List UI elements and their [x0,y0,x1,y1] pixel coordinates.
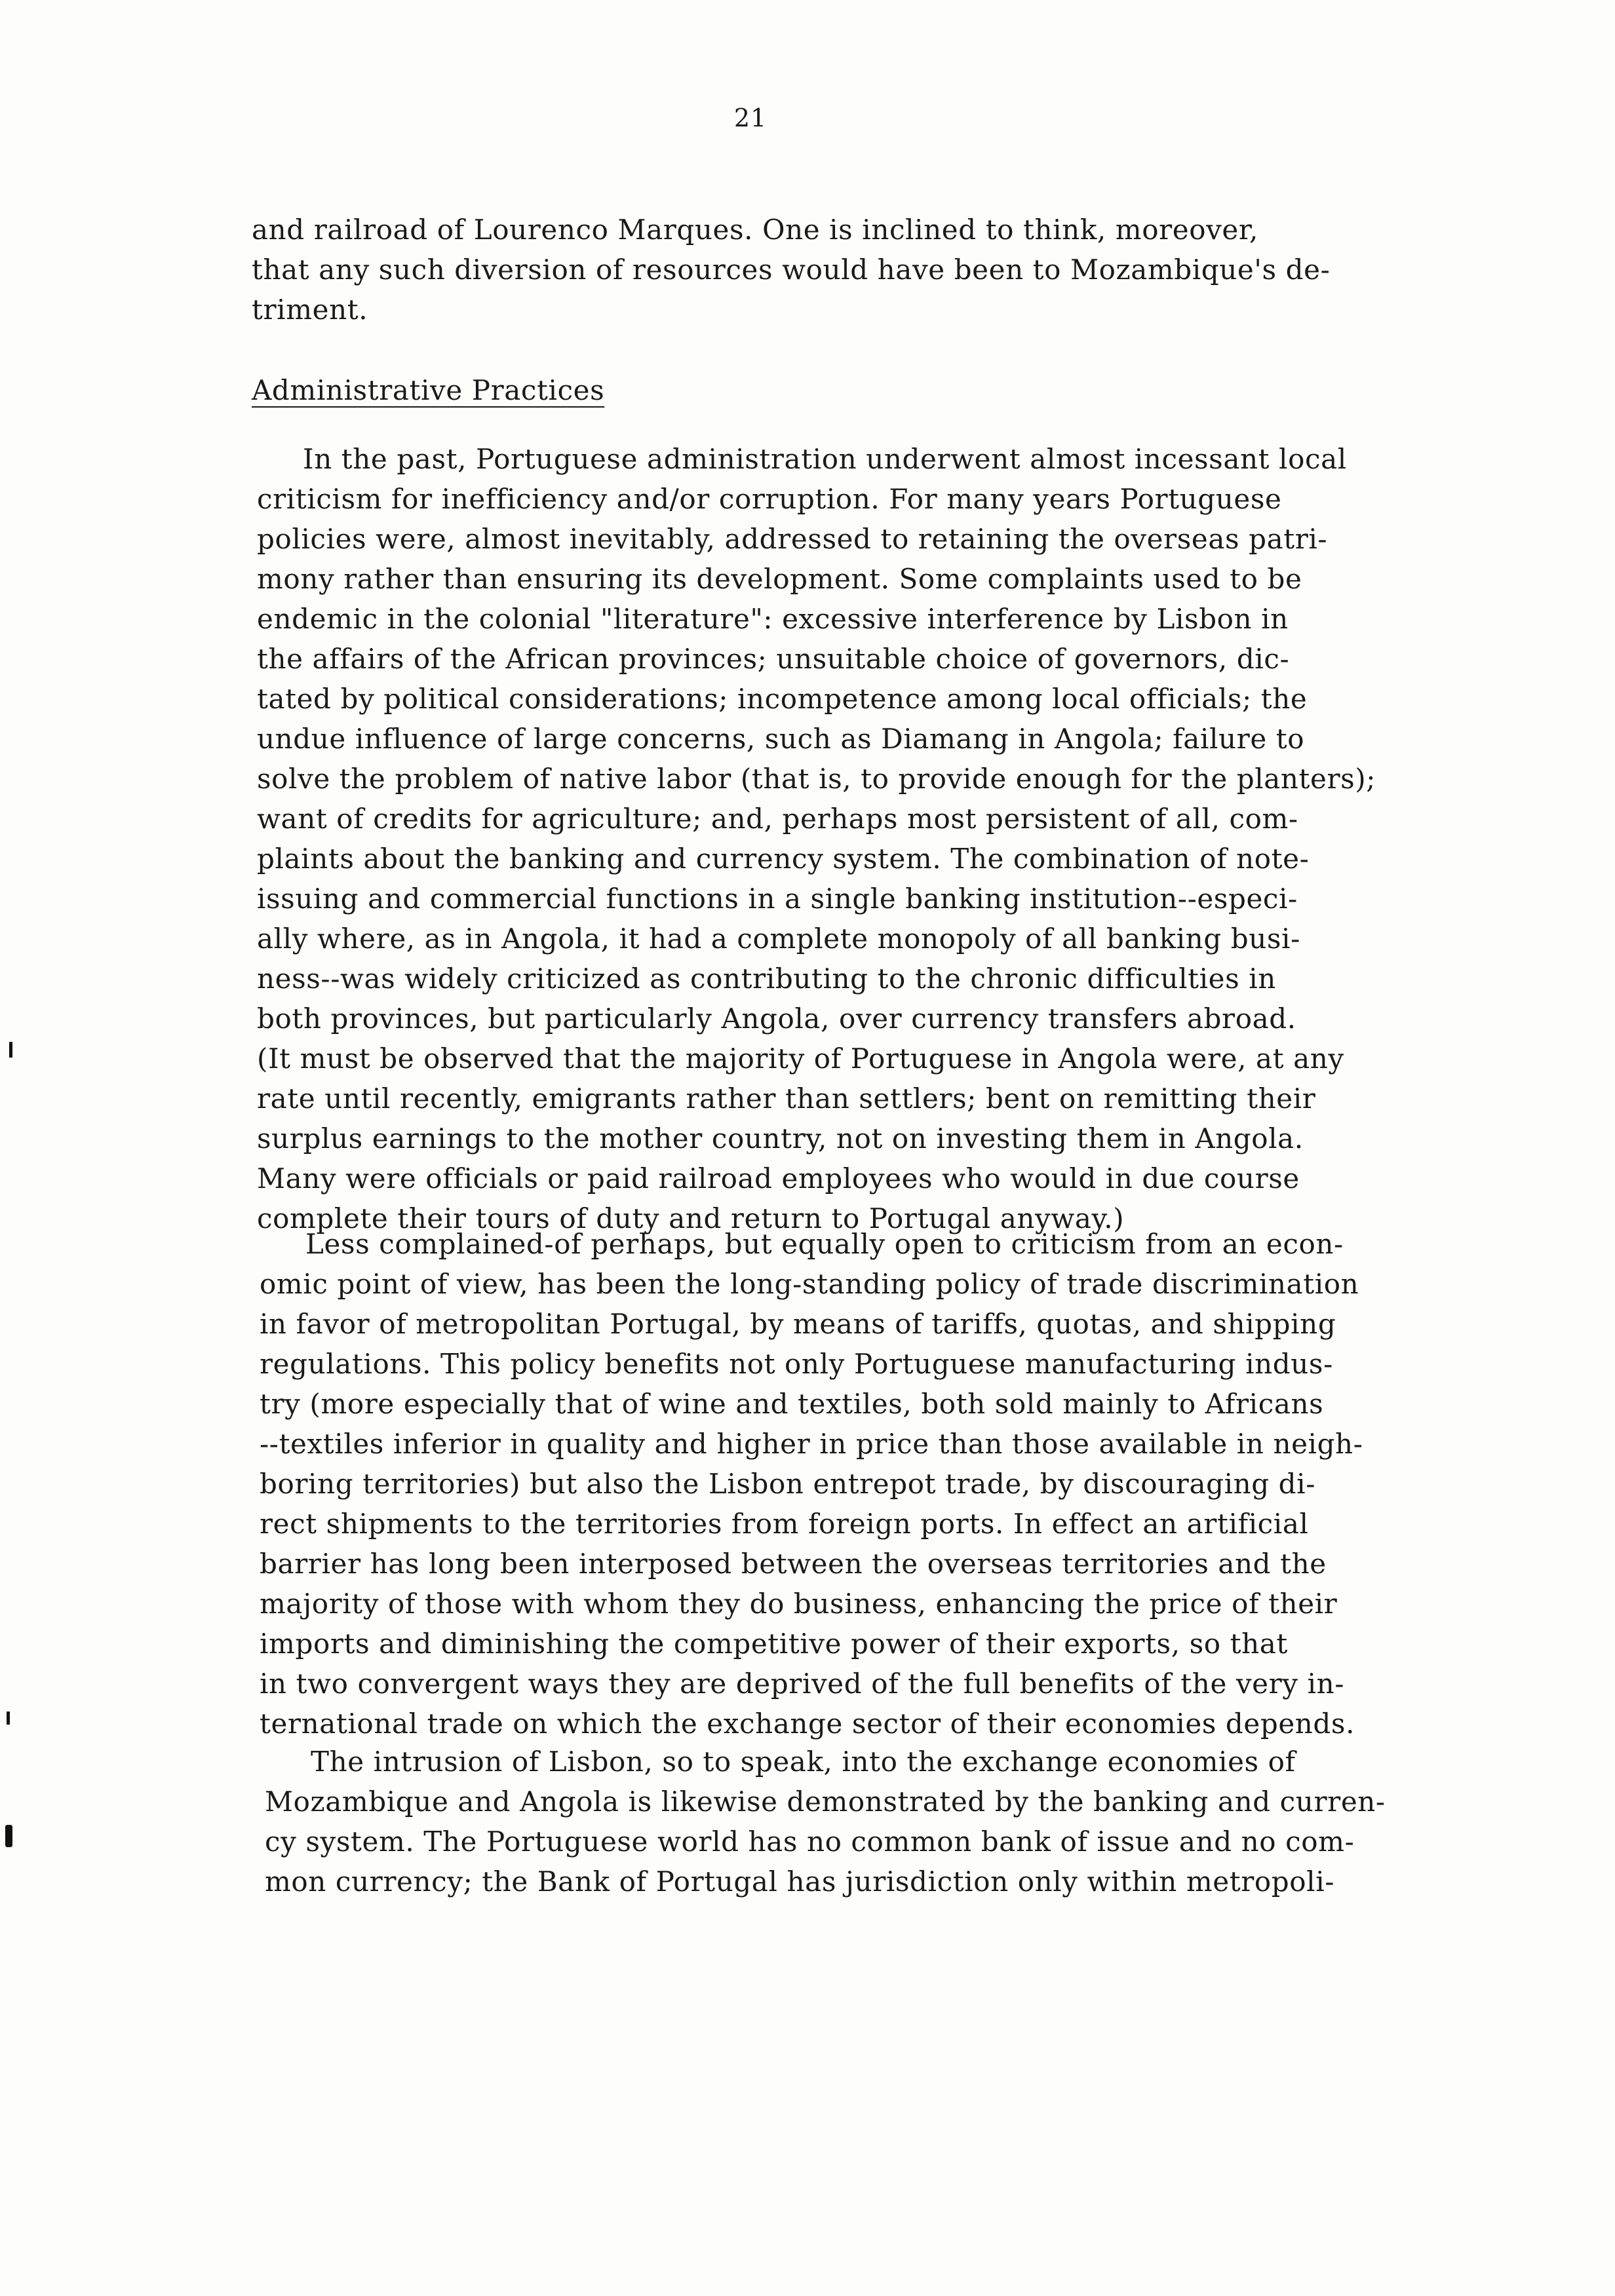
text-line: in two convergent ways they are deprived of the full benefits of the very in- [260,1668,1345,1700]
text-line: boring territories) but also the Lisbon entrepot trade, by discouraging di- [260,1468,1315,1500]
intro-paragraph [252,210,1445,330]
text-line: that any such diversion of resources would have been to Mozambique's de- [252,254,1331,286]
text-line: tated by political considerations; incompetence among local officials; the [257,683,1308,715]
text-line: solve the problem of native labor (that is, to provide enough for the planters); [257,763,1376,795]
text-line: omic point of view, has been the long-standing policy of trade discrimination [260,1268,1359,1300]
text-line: cy system. The Portuguese world has no common bank of issue and no com- [265,1826,1355,1858]
paragraph-2 [260,1224,1452,1744]
section-heading: Administrative Practices [252,374,605,406]
text-line: In the past, Portuguese administration underwent almost incessant local [303,443,1347,475]
text-line: Less complained-of perhaps, but equally open to criticism from an econ- [305,1228,1344,1260]
text-line: imports and diminishing the competitive power of their exports, so that [260,1628,1288,1660]
text-line: triment. [252,294,368,326]
text-line: issuing and commercial functions in a single banking institution--especi- [257,883,1298,915]
text-line: complete their tours of duty and return to Portugal anyway.) [257,1202,1125,1234]
text-line: try (more especially that of wine and textiles, both sold mainly to Africans [260,1388,1324,1420]
text-line: criticism for inefficiency and/or corruption. For many years Portuguese [257,483,1282,515]
text-line: mony rather than ensuring its development. Some complaints used to be [257,563,1302,595]
text-line: The intrusion of Lisbon, so to speak, into the exchange economies of [311,1746,1296,1778]
text-line: surplus earnings to the mother country, not on investing them in Angola. [257,1122,1304,1155]
text-line: mon currency; the Bank of Portugal has jurisdiction only within metropoli- [265,1866,1335,1898]
text-line: in favor of metropolitan Portugal, by means of tariffs, quotas, and shipping [260,1308,1336,1340]
page-number: 21 [733,104,768,132]
text-line: regulations. This policy benefits not only Portuguese manufacturing indus- [260,1348,1333,1380]
text-line: rect shipments to the territories from foreign ports. In effect an artificial [260,1508,1309,1540]
margin-mark [5,1825,12,1847]
text-line: barrier has long been interposed between the overseas territories and the [260,1548,1327,1580]
text-line: policies were, almost inevitably, addressed to retaining the overseas patri- [257,523,1328,555]
text-line: majority of those with whom they do business, enhancing the price of their [260,1588,1338,1620]
text-line: plaints about the banking and currency system. The combination of note- [257,843,1310,875]
text-line: Mozambique and Angola is likewise demonstrated by the banking and curren- [265,1786,1386,1818]
text-line: want of credits for agriculture; and, perhaps most persistent of all, com- [257,803,1298,835]
paragraph-1 [257,439,1450,1238]
text-line: undue influence of large concerns, such as Diamang in Angola; failure to [257,723,1305,755]
margin-mark [7,1712,10,1725]
text-line: Many were officials or paid railroad employees who would in due course [257,1162,1300,1195]
text-line: endemic in the colonial "literature": excessive interference by Lisbon in [257,603,1289,635]
text-line: ally where, as in Angola, it had a complete monopoly of all banking busi- [257,923,1300,955]
text-line: rate until recently, emigrants rather than settlers; bent on remitting their [257,1082,1316,1115]
text-line: --textiles inferior in quality and higher in price than those available in neigh- [260,1428,1363,1460]
text-line: (It must be observed that the majority of Portuguese in Angola were, at any [257,1043,1344,1075]
margin-mark [9,1042,12,1058]
text-line: ternational trade on which the exchange sector of their economies depends. [260,1708,1355,1740]
text-line: and railroad of Lourenco Marques. One is inclined to think, moreover, [252,214,1258,246]
text-line: ness--was widely criticized as contributing to the chronic difficulties in [257,963,1276,995]
text-line: both provinces, but particularly Angola, over currency transfers abroad. [257,1003,1296,1035]
paragraph-3 [265,1742,1458,1902]
text-line: the affairs of the African provinces; unsuitable choice of governors, dic- [257,643,1290,675]
